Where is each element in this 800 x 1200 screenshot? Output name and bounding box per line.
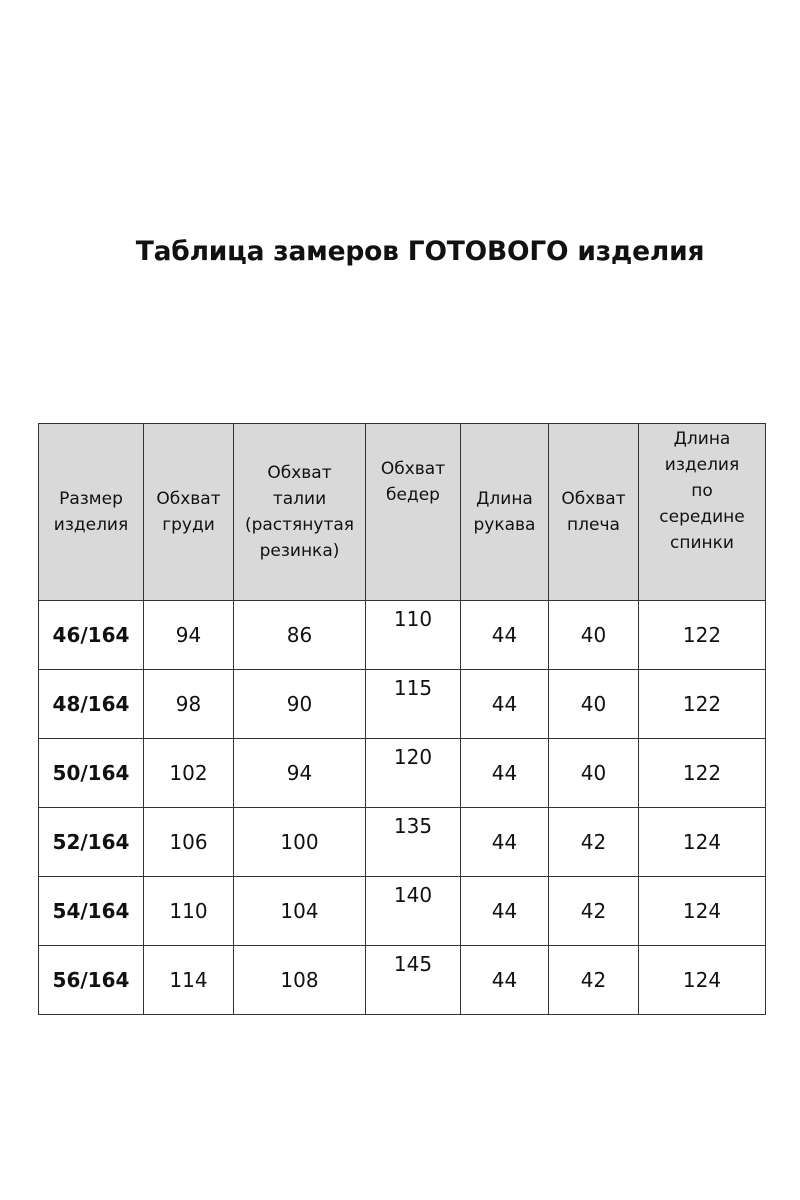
size-cell: 50/164 <box>39 739 144 808</box>
shoulder-cell: 40 <box>549 601 639 670</box>
header-label-line: Обхват <box>267 463 332 483</box>
back-length-cell: 124 <box>639 808 766 877</box>
waist-cell: 104 <box>234 877 366 946</box>
chest-cell: 98 <box>144 670 234 739</box>
sleeve-length-cell: 44 <box>461 946 549 1015</box>
sleeve-length-cell: 44 <box>461 739 549 808</box>
chest-cell: 102 <box>144 739 234 808</box>
header-label-line: Обхват <box>156 489 221 509</box>
hips-cell: 135 <box>366 808 461 877</box>
waist-cell: 94 <box>234 739 366 808</box>
hips-cell: 145 <box>366 946 461 1015</box>
page-title: Таблица замеров ГОТОВОГО изделия <box>135 236 705 267</box>
shoulder-cell: 42 <box>549 946 639 1015</box>
back-length-cell: 122 <box>639 670 766 739</box>
header-hips <box>366 424 461 601</box>
sleeve-length-cell: 44 <box>461 877 549 946</box>
header-label-line: талии <box>272 489 327 509</box>
back-length-cell: 124 <box>639 877 766 946</box>
header-size <box>39 424 144 601</box>
header-sleeve-length <box>461 424 549 601</box>
header-back-length <box>639 424 766 601</box>
chest-cell: 106 <box>144 808 234 877</box>
table-row <box>39 601 766 670</box>
chest-cell: 94 <box>144 601 234 670</box>
header-label-line: груди <box>162 515 215 535</box>
size-cell: 48/164 <box>39 670 144 739</box>
header-label-line: Длина <box>476 489 533 509</box>
hips-cell: 140 <box>366 877 461 946</box>
size-cell: 54/164 <box>39 877 144 946</box>
shoulder-cell: 40 <box>549 739 639 808</box>
header-label-line: рукава <box>473 515 536 535</box>
header-label-line: изделия <box>53 515 129 535</box>
back-length-cell: 122 <box>639 601 766 670</box>
table-row <box>39 877 766 946</box>
header-label-line: (растянутая <box>244 515 355 535</box>
size-cell: 46/164 <box>39 601 144 670</box>
header-label-line: изделия <box>664 455 740 475</box>
waist-cell: 108 <box>234 946 366 1015</box>
header-label-line: Размер <box>59 489 123 509</box>
hips-cell: 110 <box>366 601 461 670</box>
waist-cell: 90 <box>234 670 366 739</box>
table-row <box>39 808 766 877</box>
sleeve-length-cell: 44 <box>461 601 549 670</box>
header-label-line: Длина <box>673 429 731 449</box>
size-cell: 52/164 <box>39 808 144 877</box>
header-label-line: Обхват <box>380 459 446 479</box>
header-label-line: резинка) <box>259 541 340 561</box>
hips-cell: 120 <box>366 739 461 808</box>
shoulder-cell: 42 <box>549 877 639 946</box>
shoulder-cell: 40 <box>549 670 639 739</box>
waist-cell: 100 <box>234 808 366 877</box>
header-waist <box>234 424 366 601</box>
chest-cell: 110 <box>144 877 234 946</box>
table-header-row <box>39 424 766 601</box>
header-shoulder <box>549 424 639 601</box>
table-row <box>39 739 766 808</box>
back-length-cell: 124 <box>639 946 766 1015</box>
header-label-line: Обхват <box>561 489 626 509</box>
table-row <box>39 946 766 1015</box>
header-label-line: бедер <box>386 485 440 505</box>
header-label-line: середине <box>659 507 745 527</box>
back-length-cell: 122 <box>639 739 766 808</box>
hips-cell: 115 <box>366 670 461 739</box>
shoulder-cell: 42 <box>549 808 639 877</box>
sleeve-length-cell: 44 <box>461 808 549 877</box>
chest-cell: 114 <box>144 946 234 1015</box>
header-label-line: по <box>691 481 713 501</box>
header-label-line: спинки <box>670 533 734 553</box>
size-chart-table <box>38 423 766 1015</box>
size-cell: 56/164 <box>39 946 144 1015</box>
waist-cell: 86 <box>234 601 366 670</box>
sleeve-length-cell: 44 <box>461 670 549 739</box>
header-chest <box>144 424 234 601</box>
table-row <box>39 670 766 739</box>
header-label-line: плеча <box>567 515 620 535</box>
